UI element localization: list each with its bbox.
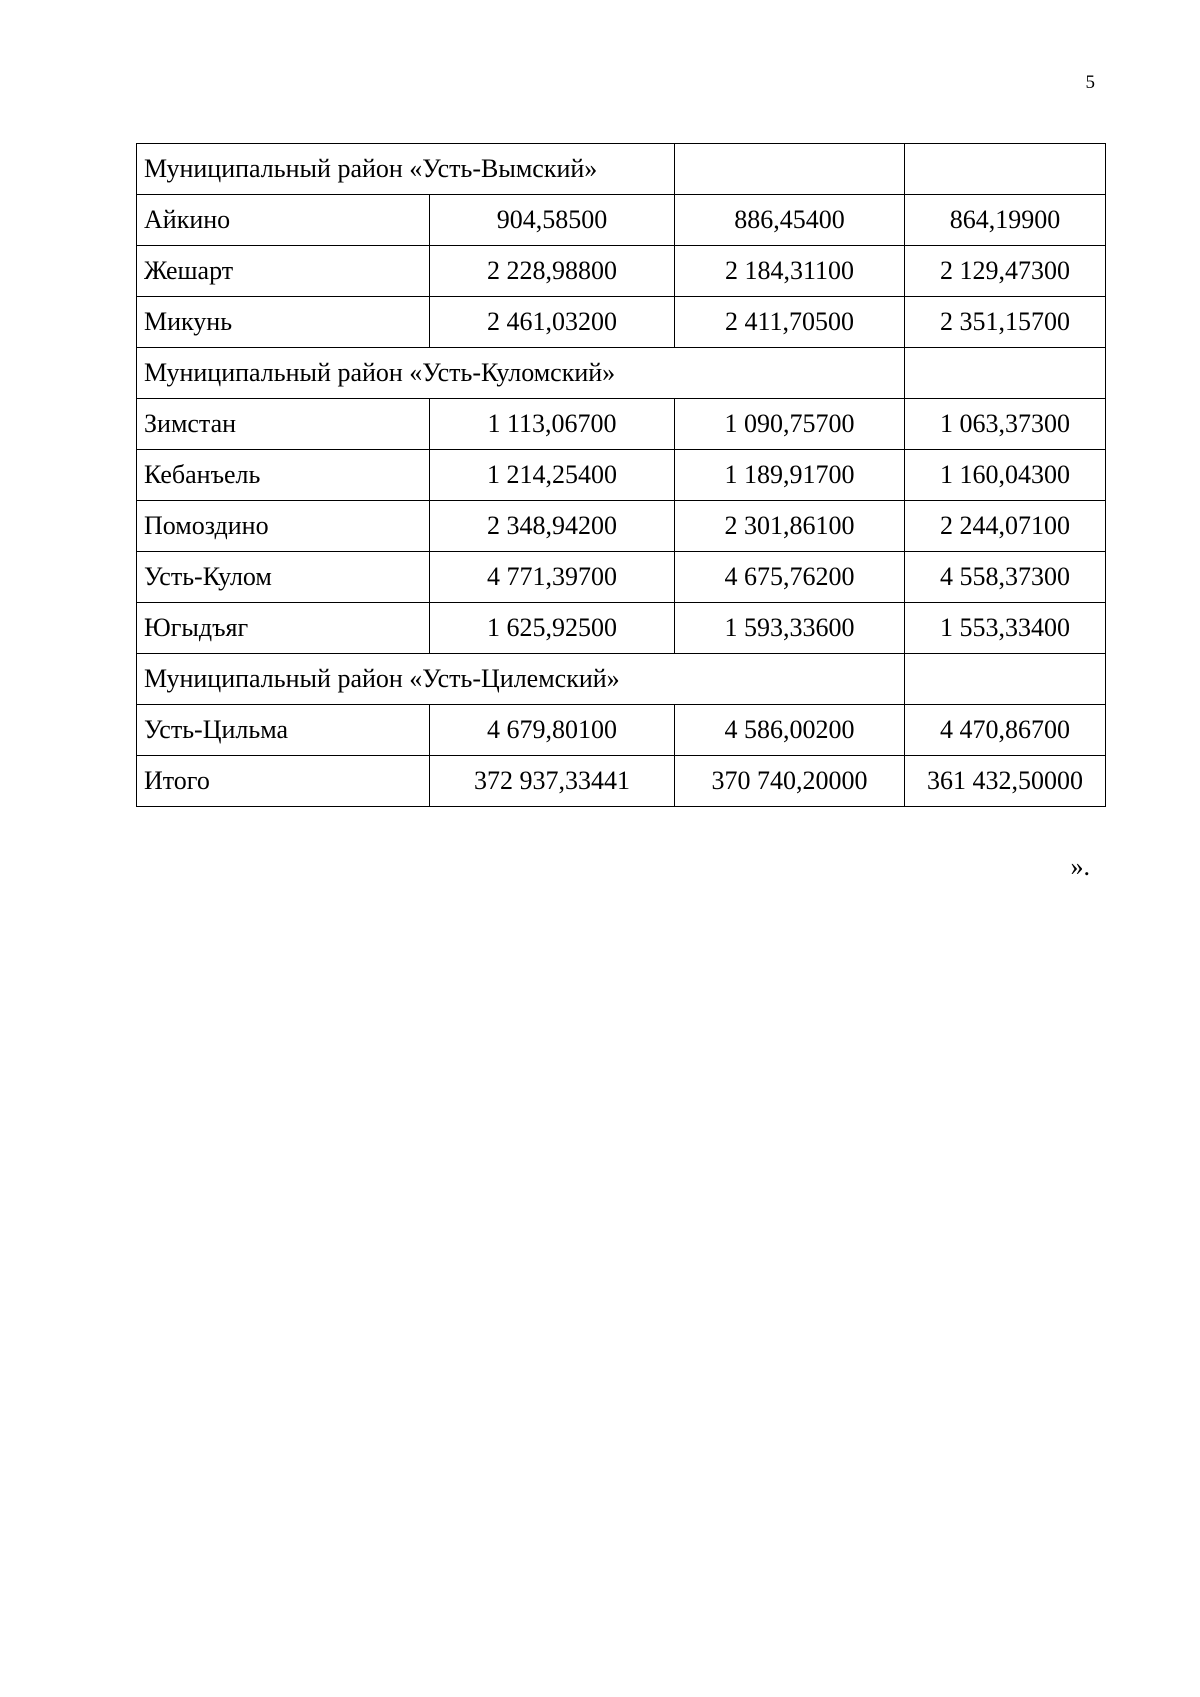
total-label-cell: Итого [137,756,430,807]
value-cell: 2 184,31100 [675,246,905,297]
district-group-row [137,654,1106,705]
empty-cell [905,144,1106,195]
value-cell: 2 411,70500 [675,297,905,348]
table-row [137,399,1106,450]
table-row [137,195,1106,246]
settlement-name-cell: Усть-Кулом [137,552,430,603]
empty-cell [905,654,1106,705]
value-cell: 4 679,80100 [430,705,675,756]
value-cell: 904,58500 [430,195,675,246]
total-row [137,756,1106,807]
value-cell: 1 090,75700 [675,399,905,450]
settlement-name-cell: Кебанъель [137,450,430,501]
table-row [137,705,1106,756]
value-cell: 1 593,33600 [675,603,905,654]
district-name-cell: Муниципальный район «Усть-Куломский» [137,348,905,399]
value-cell: 1 553,33400 [905,603,1106,654]
empty-cell [675,144,905,195]
district-name-cell: Муниципальный район «Усть-Цилемский» [137,654,905,705]
budget-table [136,143,1106,807]
district-group-row [137,144,1106,195]
value-cell: 2 228,98800 [430,246,675,297]
table-row [137,603,1106,654]
district-group-row [137,348,1106,399]
settlement-name-cell: Жешарт [137,246,430,297]
value-cell: 2 461,03200 [430,297,675,348]
settlement-name-cell: Усть-Цильма [137,705,430,756]
table-body [137,144,1106,807]
value-cell: 361 432,50000 [905,756,1106,807]
value-cell: 886,45400 [675,195,905,246]
empty-cell [905,348,1106,399]
value-cell: 4 771,39700 [430,552,675,603]
settlement-name-cell: Микунь [137,297,430,348]
value-cell: 1 063,37300 [905,399,1106,450]
settlement-name-cell: Помоздино [137,501,430,552]
value-cell: 370 740,20000 [675,756,905,807]
settlement-name-cell: Айкино [137,195,430,246]
table-row [137,552,1106,603]
value-cell: 2 129,47300 [905,246,1106,297]
value-cell: 2 351,15700 [905,297,1106,348]
settlement-name-cell: Зимстан [137,399,430,450]
value-cell: 1 625,92500 [430,603,675,654]
closing-quote-mark: ». [1070,852,1090,881]
value-cell: 2 301,86100 [675,501,905,552]
value-cell: 1 113,06700 [430,399,675,450]
page-number: 5 [1085,72,1095,93]
district-name-cell: Муниципальный район «Усть-Вымский» [137,144,675,195]
table-row [137,246,1106,297]
value-cell: 2 348,94200 [430,501,675,552]
value-cell: 4 558,37300 [905,552,1106,603]
value-cell: 4 470,86700 [905,705,1106,756]
settlement-name-cell: Югыдъяг [137,603,430,654]
value-cell: 1 160,04300 [905,450,1106,501]
value-cell: 1 189,91700 [675,450,905,501]
table-row [137,450,1106,501]
value-cell: 1 214,25400 [430,450,675,501]
value-cell: 4 675,76200 [675,552,905,603]
table-row [137,297,1106,348]
table-row [137,501,1106,552]
value-cell: 372 937,33441 [430,756,675,807]
value-cell: 864,19900 [905,195,1106,246]
value-cell: 2 244,07100 [905,501,1106,552]
value-cell: 4 586,00200 [675,705,905,756]
